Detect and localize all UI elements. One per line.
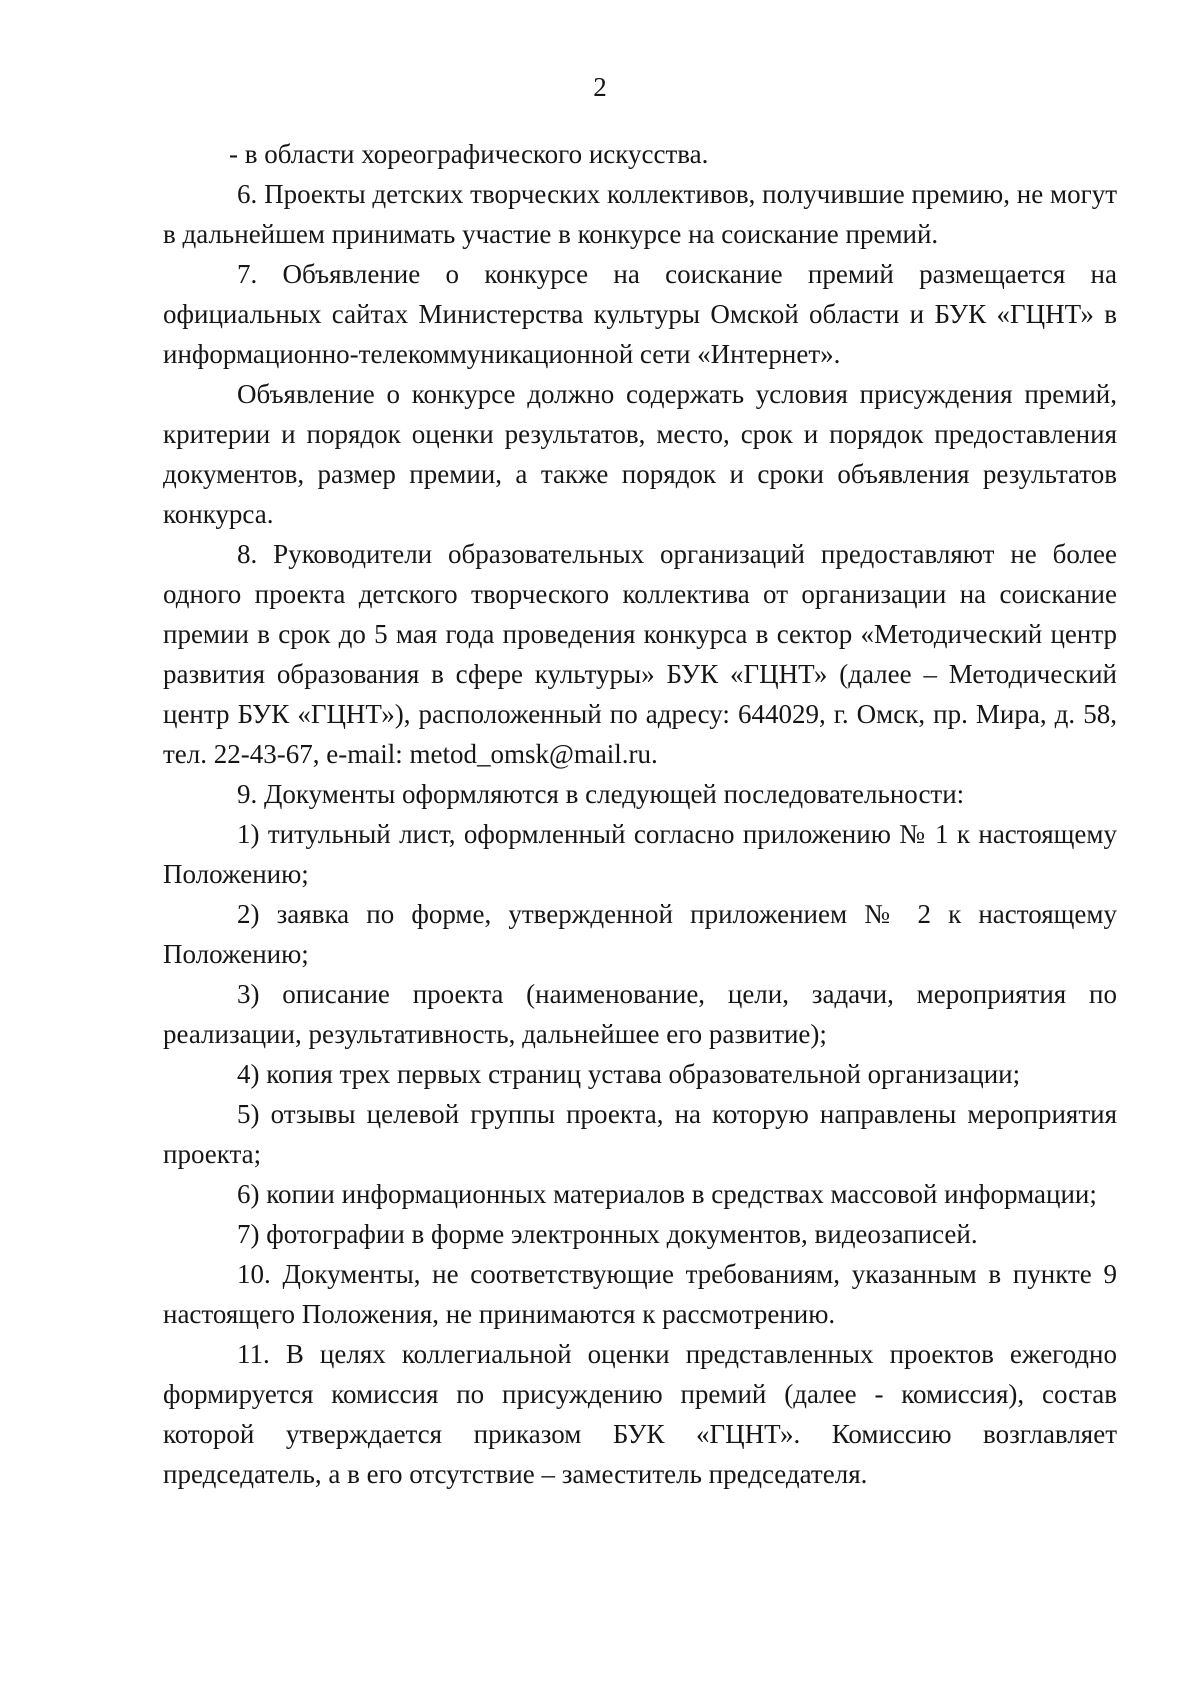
document-body: [163, 134, 1117, 1494]
list-item-5: 5) отзывы целевой группы проекта, на которую направлены мероприятия проекта;: [163, 1099, 1117, 1169]
paragraph-announcement-content: Объявление о конкурсе должно содержать условия присуждения премий, критерии и порядок оценки результатов, место, срок и порядок предоставления документов, размер премии, а также порядок и сроки объявления результатов конкурса.: [163, 379, 1117, 529]
paragraph-item-10: 10. Документы, не соответствующие требованиям, указанным в пункте 9 настоящего Положения, не принимаются к рассмотрению.: [163, 1259, 1117, 1329]
paragraph-item-6: 6. Проекты детских творческих коллективов, получившие премию, не могут в дальнейшем принимать участие в конкурсе на соискание премий.: [163, 179, 1117, 249]
paragraph-item-7: 7. Объявление о конкурсе на соискание премий размещается на официальных сайтах Министерства культуры Омской области и БУК «ГЦНТ» в информационно-телекоммуникационной сети «Интернет».: [163, 259, 1117, 369]
paragraph-choreography-area: - в области хореографического искусства.: [229, 139, 709, 169]
list-item-6: 6) копии информационных материалов в средствах массовой информации;: [237, 1179, 1097, 1209]
paragraph-item-8: 8. Руководители образовательных организаций предоставляют не более одного проекта детского творческого коллектива от организации на соискание премии в срок до 5 мая года проведения конкурса в сектор «Методический центр развития образования в сфере культуры» БУК «ГЦНТ» (далее – Методический центр БУК «ГЦНТ»), расположенный по адресу: 644029, г. Омск, пр. Мира, д. 58, тел. 22-43-67, e-mail: metod_omsk@mail.ru.: [163, 539, 1117, 769]
list-item-2: 2) заявка по форме, утвержденной приложением № 2 к настоящему Положению;: [163, 899, 1117, 969]
list-item-7: 7) фотографии в форме электронных документов, видеозаписей.: [237, 1219, 978, 1249]
paragraph-item-9: 9. Документы оформляются в следующей последовательности:: [237, 779, 965, 809]
list-item-1: 1) титульный лист, оформленный согласно приложению № 1 к настоящему Положению;: [163, 819, 1117, 889]
page-number: 2: [593, 72, 607, 102]
list-item-3: 3) описание проекта (наименование, цели, задачи, мероприятия по реализации, результативность, дальнейшее его развитие);: [163, 979, 1117, 1049]
paragraph-item-11: 11. В целях коллегиальной оценки представленных проектов ежегодно формируется комиссия по присуждению премий (далее - комиссия), состав которой утверждается приказом БУК «ГЦНТ». Комиссию возглавляет председатель, а в его отсутствие – заместитель председателя.: [163, 1339, 1117, 1489]
list-item-4: 4) копия трех первых страниц устава образовательной организации;: [237, 1059, 1021, 1089]
